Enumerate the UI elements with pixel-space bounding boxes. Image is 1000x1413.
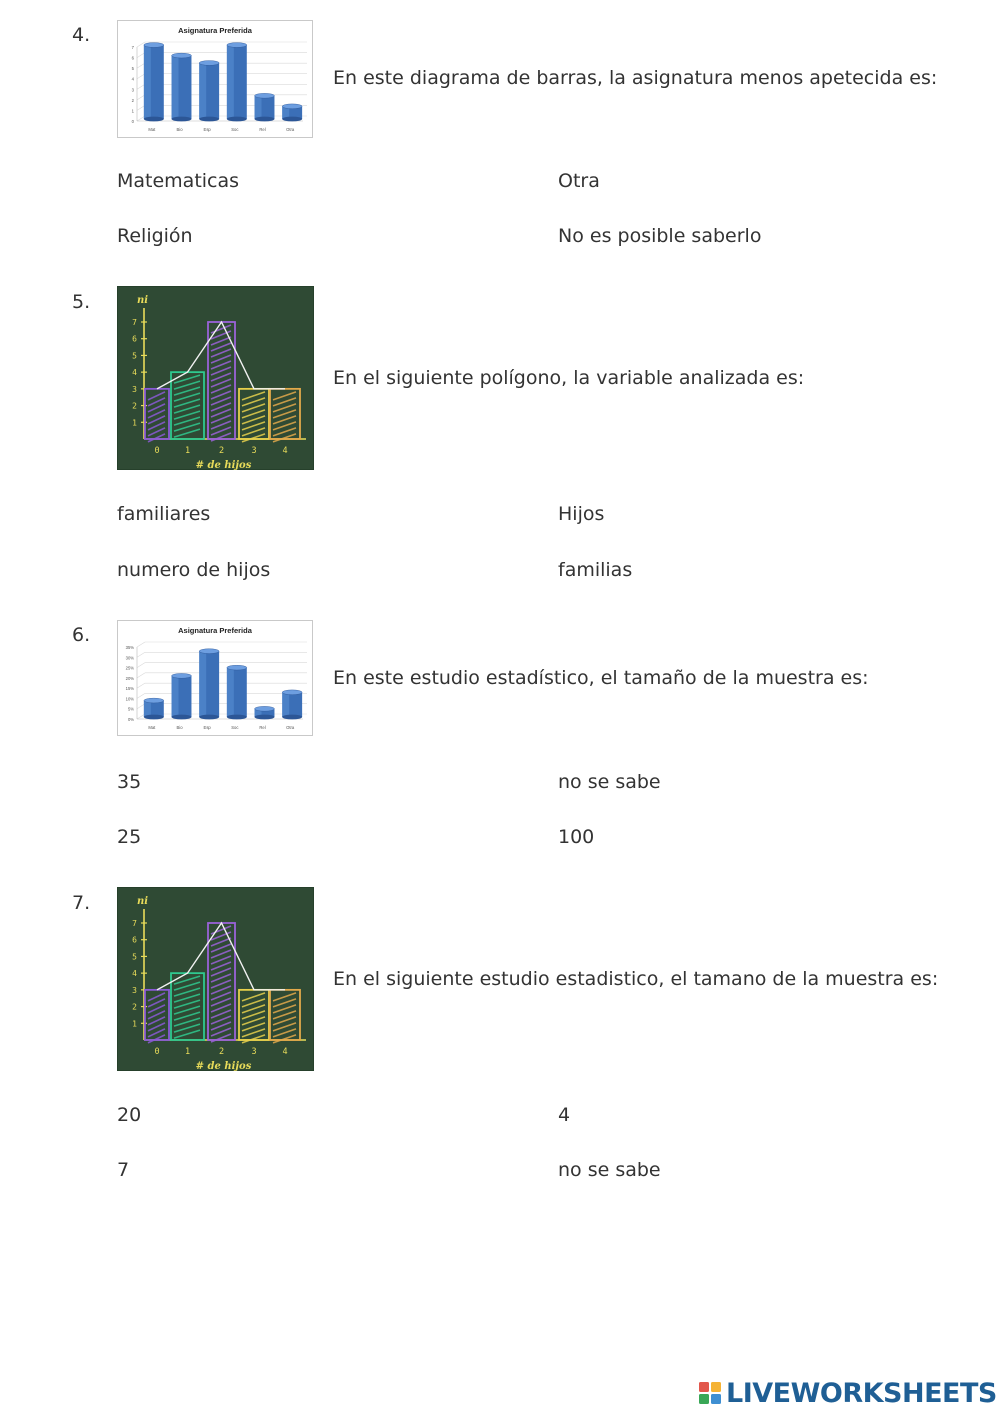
x-tick-label: Mat (148, 725, 156, 730)
y-tick-label: 25% (125, 665, 134, 671)
bar-highlight (227, 668, 234, 717)
bar-base (255, 715, 275, 720)
x-tick-label: 0 (154, 1047, 160, 1057)
y-tick-label: 1 (132, 1019, 137, 1029)
bar-top (255, 93, 275, 98)
logo-tile (711, 1394, 721, 1404)
chalkboard-background (117, 887, 314, 1071)
bar-highlight (199, 63, 206, 119)
bar-base (144, 117, 164, 122)
chalkboard-chart (117, 286, 314, 470)
y-tick-label: 35% (125, 645, 134, 650)
answer-option[interactable]: 4 (558, 1104, 571, 1126)
answer-option[interactable]: Matematicas (117, 170, 240, 192)
bar-base (172, 117, 192, 122)
y-tick-label: 5 (132, 952, 137, 962)
y-tick-label: 7 (132, 919, 137, 928)
y-tick-label: 7 (132, 318, 137, 327)
question-text: En el siguiente polígono, la variable analizada es: (333, 367, 805, 389)
question-number: 5. (72, 291, 91, 313)
y-axis-label: ni (137, 295, 149, 306)
y-tick-label: 15% (125, 686, 134, 692)
x-tick-label: Rel (259, 127, 266, 132)
frequency-polygon-figure (117, 887, 314, 1071)
y-tick-label: 7 (131, 45, 134, 50)
chalkboard-background (117, 286, 314, 470)
x-tick-label: 2 (218, 1047, 225, 1057)
y-tick-label: 5% (127, 706, 134, 712)
x-tick-label: 0 (154, 446, 160, 456)
question-number: 4. (72, 24, 91, 46)
bar-base (199, 715, 219, 720)
answer-option[interactable]: familiares (117, 503, 211, 525)
bar-top (255, 706, 275, 711)
bar-chart-figure (117, 20, 313, 138)
y-tick-label: 2 (132, 401, 137, 411)
x-axis-label: # de hijos (195, 460, 252, 470)
x-tick-label: Bio (176, 127, 183, 132)
bar-top (144, 43, 164, 48)
bar-highlight (172, 676, 179, 717)
answer-option[interactable]: 35 (117, 771, 142, 793)
x-tick-label: Rel (259, 725, 266, 730)
question-text: En este estudio estadístico, el tamaño de la muestra es: (333, 667, 869, 689)
bar-base (227, 715, 247, 720)
y-axis-label: ni (137, 896, 149, 907)
bar-highlight (199, 651, 206, 717)
y-tick-label: 1 (132, 418, 137, 428)
y-tick-label: 4 (132, 368, 137, 378)
bar-highlight (144, 45, 151, 119)
x-tick-label: Soc (231, 127, 239, 132)
x-tick-label: Otra (286, 725, 295, 730)
bar-top (227, 665, 247, 670)
x-tick-label: Esp (203, 725, 211, 730)
y-tick-label: 2 (131, 97, 134, 103)
x-tick-label: 3 (251, 1047, 257, 1057)
bar-base (172, 715, 192, 720)
bar-base (227, 117, 247, 122)
y-tick-label: 3 (131, 87, 134, 93)
y-tick-label: 20% (125, 675, 134, 681)
y-tick-label: 5 (131, 66, 134, 72)
bar-chart (117, 20, 313, 138)
question-text: En el siguiente estudio estadistico, el tamano de la muestra es: (333, 968, 939, 990)
logo-tile (711, 1382, 721, 1392)
bar-base (144, 715, 164, 720)
x-tick-label: Mat (148, 127, 156, 132)
answer-option[interactable]: familias (558, 559, 633, 581)
answer-option[interactable]: numero de hijos (117, 559, 271, 581)
brand-name: LIVEWORKSHEETS (726, 1377, 997, 1409)
logo-tile (699, 1382, 709, 1392)
x-tick-label: Soc (231, 725, 239, 730)
answer-option[interactable]: 20 (117, 1104, 142, 1126)
x-tick-label: 2 (218, 446, 225, 456)
y-tick-label: 4 (131, 76, 134, 82)
chart-title: Asignatura Preferida (178, 626, 252, 635)
bar-highlight (255, 96, 262, 119)
y-tick-label: 10% (125, 696, 134, 702)
x-tick-label: 4 (282, 446, 288, 456)
bar-top (172, 53, 192, 58)
question-number: 7. (72, 892, 91, 914)
bar-top (172, 673, 192, 678)
liveworksheets-logo (698, 1378, 997, 1408)
y-tick-label: 3 (132, 384, 137, 394)
bar-highlight (172, 56, 179, 119)
bar-top (144, 698, 164, 703)
y-tick-label: 4 (132, 969, 137, 979)
answer-option[interactable]: No es posible saberlo (558, 225, 762, 247)
answer-option[interactable]: Otra (558, 170, 600, 192)
bar-top (199, 61, 219, 66)
y-tick-label: 6 (132, 935, 137, 945)
question-number: 6. (72, 624, 91, 646)
y-tick-label: 6 (131, 55, 134, 61)
logo-tile (699, 1394, 709, 1404)
answer-option[interactable]: Hijos (558, 503, 605, 525)
x-tick-label: 3 (251, 446, 257, 456)
liveworksheets-icon (698, 1381, 722, 1405)
answer-option[interactable]: 7 (117, 1159, 130, 1181)
bar-top (282, 104, 302, 109)
answer-option[interactable]: no se sabe (558, 1159, 661, 1181)
frequency-polygon-figure (117, 286, 314, 470)
x-tick-label: Otra (286, 127, 295, 132)
bar-highlight (282, 692, 289, 717)
bar-chart (117, 620, 313, 736)
bar-base (255, 117, 275, 122)
y-tick-label: 2 (132, 1002, 137, 1012)
y-tick-label: 1 (131, 108, 134, 114)
bar-top (199, 649, 219, 654)
x-tick-label: 1 (184, 446, 191, 456)
y-tick-label: 0 (131, 119, 134, 124)
bar-base (199, 117, 219, 122)
answer-option[interactable]: no se sabe (558, 771, 661, 793)
bar-chart-figure (117, 620, 313, 736)
bar-base (282, 117, 302, 122)
x-axis-label: # de hijos (195, 1061, 252, 1071)
y-tick-label: 0% (127, 717, 134, 722)
x-tick-label: 4 (282, 1047, 288, 1057)
x-tick-label: 1 (184, 1047, 191, 1057)
bar-top (282, 690, 302, 695)
x-tick-label: Esp (203, 127, 211, 132)
y-tick-label: 6 (132, 334, 137, 344)
y-tick-label: 3 (132, 985, 137, 995)
bar-highlight (227, 45, 234, 119)
answer-option[interactable]: 100 (558, 826, 595, 848)
question-text: En este diagrama de barras, la asignatura menos apetecida es: (333, 67, 938, 89)
chalkboard-chart (117, 887, 314, 1071)
y-tick-label: 30% (125, 655, 134, 661)
x-tick-label: Bio (176, 725, 183, 730)
bar-base (282, 715, 302, 720)
bar-top (227, 43, 247, 48)
answer-option[interactable]: 25 (117, 826, 142, 848)
chart-title: Asignatura Preferida (178, 26, 252, 35)
y-tick-label: 5 (132, 351, 137, 361)
answer-option[interactable]: Religión (117, 225, 193, 247)
